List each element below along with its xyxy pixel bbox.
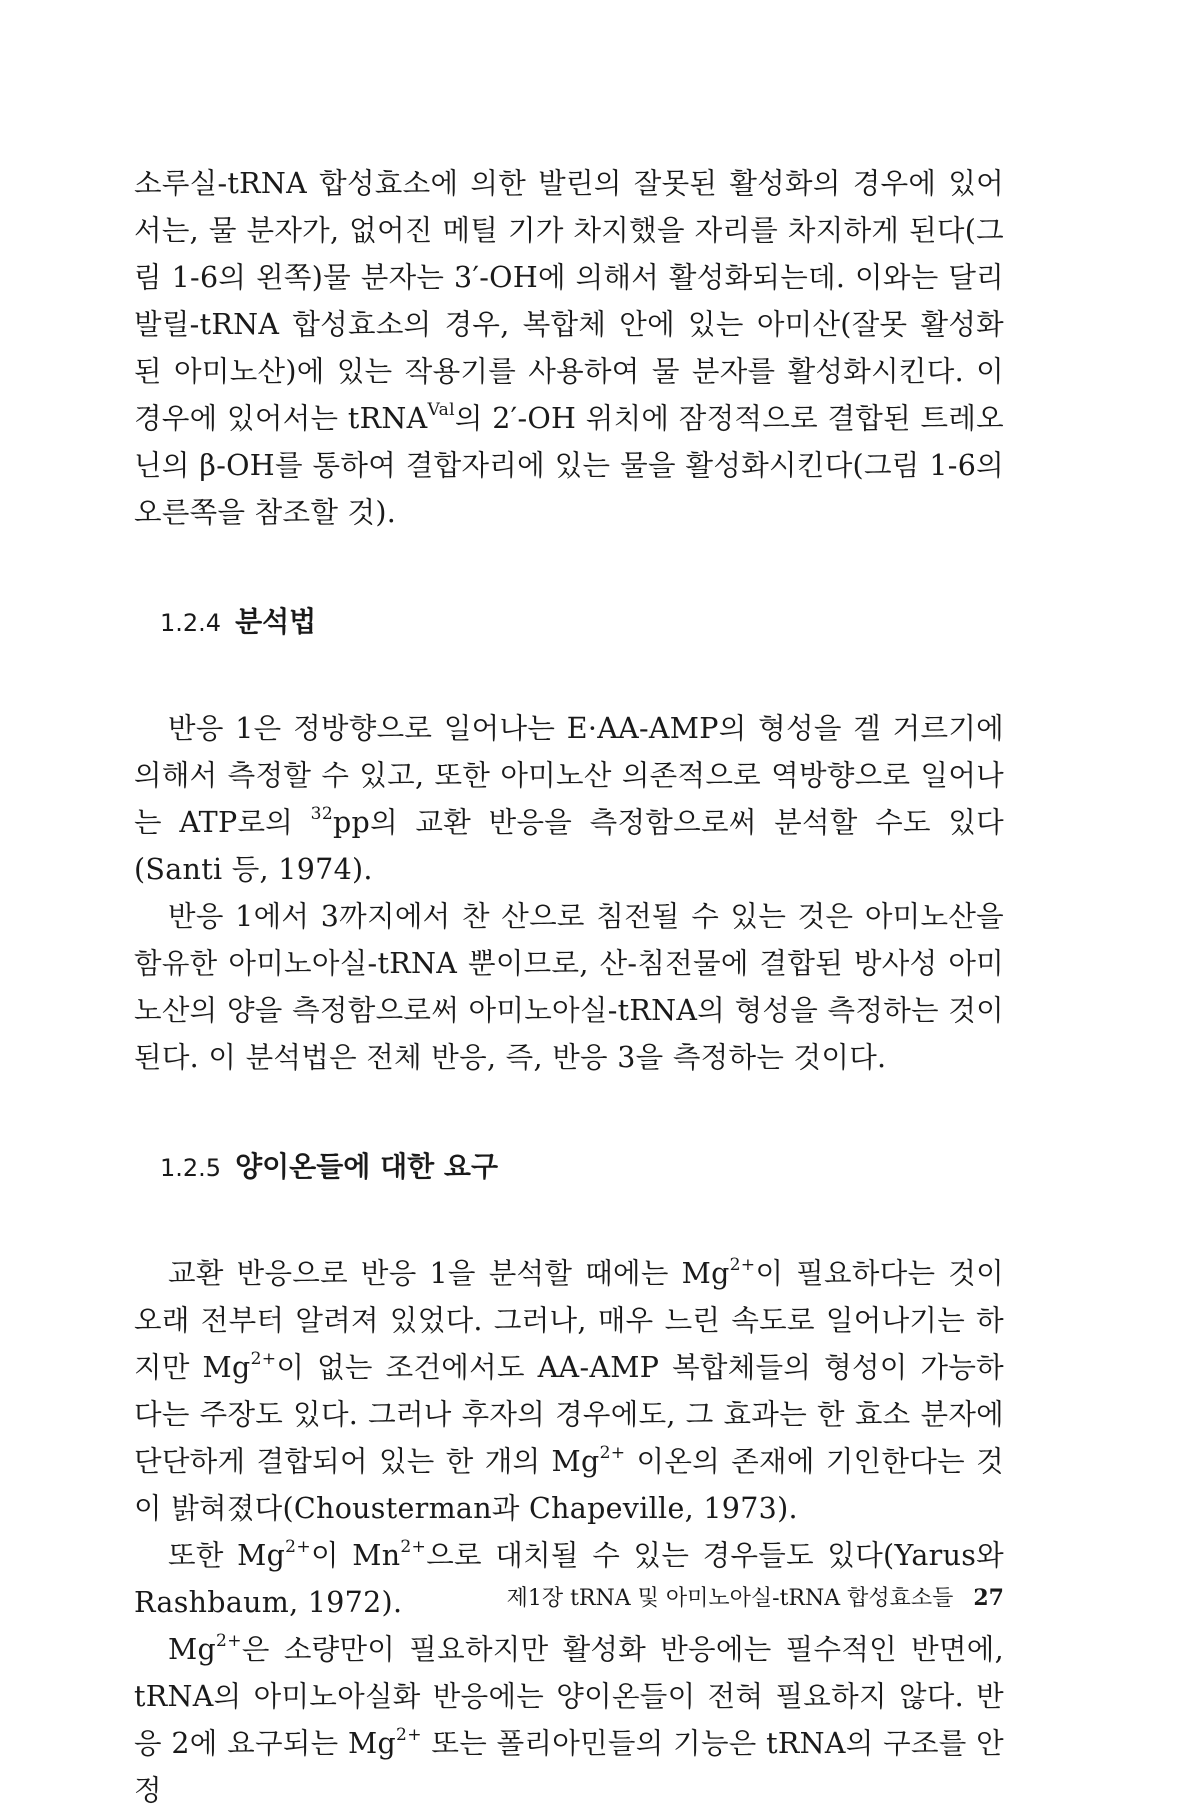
text-run: 의 2′-OH 위치에 잠정적으로 결합된 트레오닌의 β-OH를 통하여 결합자리에 있는 물을 활성화시킨다(그림 1-6의 오른쪽을 참조할 것).	[134, 402, 1004, 529]
text-run: 반응 1은 정방향으로 일어나는 E·AA-AMP의 형성을 겔 거르기에 의해서 측정할 수 있고, 또한 아미노산 의존적으로 역방향으로 일어나는 ATP로의	[134, 712, 1004, 839]
running-title: 제1장 tRNA 및 아미노아실-tRNA 합성효소들	[506, 1586, 954, 1611]
superscript: 2+	[285, 1537, 311, 1558]
superscript: 32	[310, 804, 333, 825]
text-run: 이 Mn	[310, 1539, 401, 1572]
page-number: 27	[973, 1585, 1004, 1611]
text-run: pp의 교환 반응을 측정함으로써 분석할 수도 있다(Santi 등, 1974).	[134, 806, 1004, 886]
text-run: 으로 대치될 수 있는 경우들도 있다(Yarus와 Rashbaum, 1972).	[134, 1539, 1004, 1619]
text-run: 또는 폴리아민들의 기능은 tRNA의 구조를 안정	[134, 1727, 1004, 1807]
section-title: 분석법	[235, 605, 317, 638]
text-run: 은 소량만이 필요하지만 활성화 반응에는 필수적인 반면에, tRNA의 아미노아실화 반응에는 양이온들이 전혀 필요하지 않다. 반응 2에 요구되는 Mg	[134, 1633, 1004, 1760]
superscript: 2+	[216, 1631, 242, 1652]
text-run: 이 필요하다는 것이 오래 전부터 알려져 있었다. 그러나, 매우 느린 속도로 일어나기는 하지만 Mg	[134, 1257, 1004, 1384]
spacer	[134, 1081, 1004, 1147]
text-run: 소루실-tRNA 합성효소에 의한 발린의 잘못된 활성화의 경우에 있어서는, 물 분자가, 없어진 메틸 기가 차지했을 자리를 차지하게 된다(그림 1-6의 왼쪽)물 분자는 3′-OH에 의해서 활성화되는데. 이와는 달리 발릴-tRNA 합성효소의 경우, 복합체 안에 있는 아미산(잘못 활성화된 아미노산)에 있는 작용기를 사용하여 물 분자를 활성화시킨다. 이 경우에 있어서는 tRNA	[134, 167, 1004, 435]
superscript: Val	[427, 400, 455, 421]
text-run: Mg	[168, 1633, 217, 1666]
body-paragraph	[134, 893, 1004, 1081]
section-heading	[134, 602, 1004, 643]
text-run: 또한 Mg	[168, 1539, 286, 1572]
page-footer	[134, 1582, 1004, 1615]
text-run: 반응 1에서 3까지에서 찬 산으로 침전될 수 있는 것은 아미노산을 함유한 아미노아실-tRNA 뿐이므로, 산-침전물에 결합된 방사성 아미노산의 양을 측정함으로써 아미노아실-tRNA의 형성을 측정하는 것이 된다. 이 분석법은 전체 반응, 즉, 반응 3을 측정하는 것이다.	[134, 900, 1004, 1074]
spacer	[134, 536, 1004, 602]
spacer	[134, 1188, 1004, 1250]
superscript: 2+	[599, 1443, 626, 1464]
section-heading	[134, 1147, 1004, 1188]
superscript: 2+	[250, 1349, 277, 1370]
spacer	[134, 643, 1004, 705]
page-body	[134, 160, 1004, 1814]
body-paragraph	[134, 1250, 1004, 1532]
section-number: 1.2.4	[160, 609, 222, 637]
text-run: 교환 반응으로 반응 1을 분석할 때에는 Mg	[168, 1257, 730, 1290]
body-paragraph	[134, 1626, 1004, 1814]
superscript: 2+	[729, 1255, 756, 1276]
superscript: 2+	[396, 1725, 422, 1746]
body-paragraph	[134, 160, 1004, 536]
section-number: 1.2.5	[160, 1154, 222, 1182]
superscript: 2+	[400, 1537, 427, 1558]
body-paragraph	[134, 705, 1004, 893]
section-title: 양이온들에 대한 요구	[235, 1150, 499, 1183]
text-run: 이 없는 조건에서도 AA-AMP 복합체들의 형성이 가능하다는 주장도 있다. 그러나 후자의 경우에도, 그 효과는 한 효소 분자에 단단하게 결합되어 있는 한 개의 Mg	[134, 1351, 1004, 1478]
text-run: 이온의 존재에 기인한다는 것이 밝혀졌다(Chousterman과 Chapeville, 1973).	[134, 1445, 1004, 1525]
